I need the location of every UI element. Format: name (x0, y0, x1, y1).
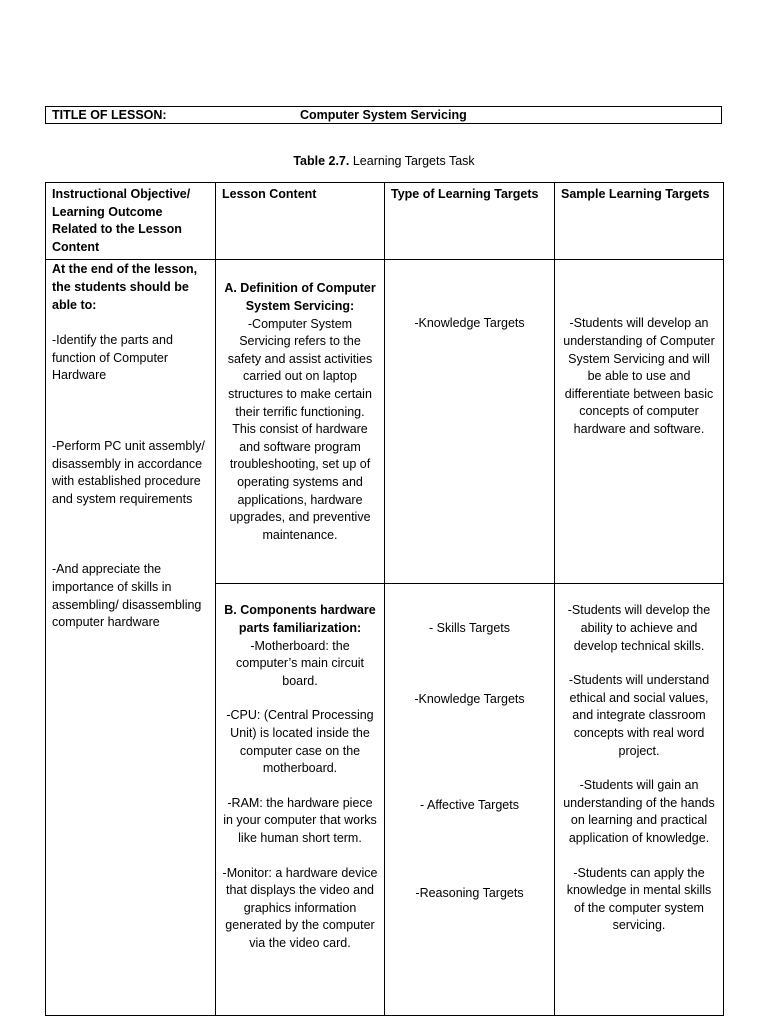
objective-item: -Identify the parts and function of Computer Hardware (52, 333, 173, 383)
sample-target: -Students can apply the knowledge in mental skills of the computer system servicing. (566, 865, 712, 933)
lesson-title-label: TITLE OF LESSON: (52, 108, 167, 122)
sample-target: -Students will develop the ability to achieve and develop technical skills. (567, 603, 711, 653)
target-type-cell (385, 260, 555, 584)
target-type: -Knowledge Targets (414, 316, 525, 331)
target-type: - Affective Targets (420, 797, 519, 812)
target-type: -Reasoning Targets (415, 886, 524, 901)
component-item: -CPU: (Central Processing Unit) is located inside the computer case on the motherboard. (226, 708, 374, 776)
table-header-row (46, 183, 724, 260)
header-lesson-content: Lesson Content (216, 183, 385, 260)
header-sample-targets: Sample Learning Targets (555, 183, 724, 260)
content-cell-components (216, 584, 385, 1016)
header-objective: Instructional Objective/ Learning Outcome Related to the Lesson Content (46, 183, 216, 260)
content-heading: B. Components hardware parts familiarization: (224, 603, 376, 635)
content-cell-definition (216, 260, 385, 584)
sample-target: -Students will understand ethical and social values, and integrate classroom concepts with real word project. (568, 673, 710, 758)
objective-item: -Perform PC unit assembly/ disassembly in accordance with established procedure and system requirements (52, 438, 205, 506)
sample-target-cell (555, 260, 724, 584)
table-number: Table 2.7. (293, 154, 350, 168)
content-body: -Computer System Servicing refers to the safety and assist activities carried out on laptop structures to make certain their terrific functioning. This consist of hardware and software program troubleshooting, set up of operating systems and applications, hardware upgrades, and preventive maintenance. (227, 316, 373, 542)
objective-item: -And appreciate the importance of skills in assembling/ disassembling computer hardware (52, 562, 202, 630)
table-row (46, 260, 724, 584)
component-item: -RAM: the hardware piece in your computer that works like human short term. (223, 795, 377, 845)
component-item: -Motherboard: the computer’s main circuit board. (235, 638, 365, 688)
table-title: Learning Targets Task (349, 154, 475, 168)
content-heading: A. Definition of Computer System Servicing: (224, 281, 376, 313)
learning-targets-table (45, 182, 724, 1016)
target-type: -Knowledge Targets (414, 691, 525, 706)
lesson-title-bar (45, 106, 722, 124)
target-type-cell (385, 584, 555, 1016)
table-caption (0, 154, 768, 168)
sample-target: -Students will develop an understanding of Computer System Servicing and will be able to use and differentiate between basic concepts of computer hardware and software. (563, 316, 715, 436)
sample-target-cell (555, 584, 724, 1016)
objectives-intro: At the end of the lesson, the students should be able to: (52, 262, 198, 312)
objectives-cell (46, 260, 216, 1016)
component-item: -Monitor: a hardware device that displays the video and graphics information generated by the computer via the video card. (222, 865, 378, 950)
target-type: - Skills Targets (428, 621, 511, 636)
header-target-type: Type of Learning Targets (385, 183, 555, 260)
sample-target: -Students will gain an understanding of the hands on learning and practical application of knowledge. (563, 778, 715, 845)
lesson-title-value: Computer System Servicing (300, 108, 467, 122)
